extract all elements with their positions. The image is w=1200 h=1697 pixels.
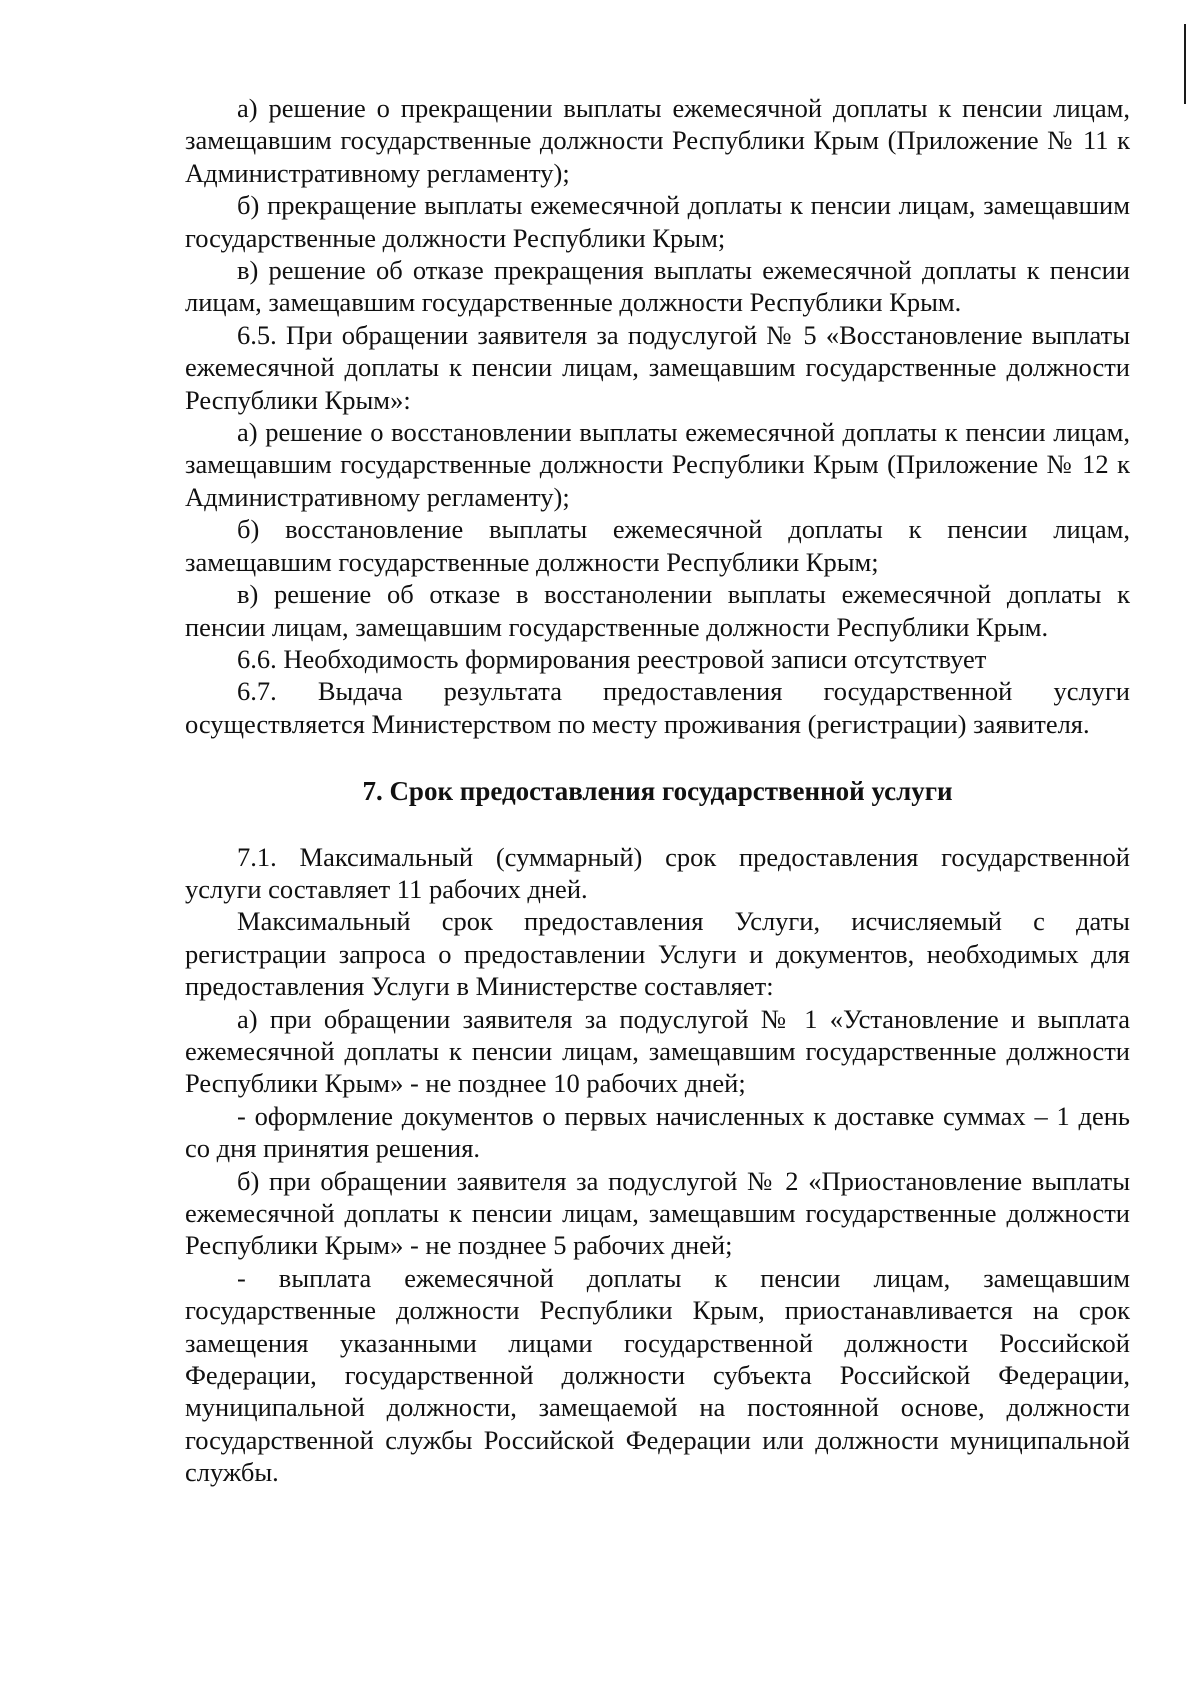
scan-edge-mark [1184, 24, 1186, 104]
document-body [185, 92, 1130, 1489]
paragraph-6-5-b: б) восстановление выплаты ежемесячной доплаты к пенсии лицам, замещавшим государственные должности Республики Крым; [185, 514, 1130, 577]
paragraph-7-a: а) при обращении заявителя за подуслугой № 1 «Установление и выплата ежемесячной доплаты к пенсии лицам, замещавшим государственные должности Республики Крым» - не позднее 10 рабочих дней; [185, 1003, 1130, 1099]
paragraph-6-6: 6.6. Необходимость формирования реестровой записи отсутствует [237, 643, 987, 674]
paragraph-max-term: Максимальный срок предоставления Услуги, исчисляемый с даты регистрации запроса о предоставлении Услуги и документов, необходимых для предоставления Услуги в Министерстве составляет: [185, 906, 1130, 1002]
paragraph-6-7: 6.7. Выдача результата предоставления государственной услуги осуществляется Министерством по месту проживания (регистрации) заявителя. [185, 676, 1130, 739]
paragraph-6-5: 6.5. При обращении заявителя за подуслугой № 5 «Восстановление выплаты ежемесячной доплаты к пенсии лицам, замещавшим государственные должности Республики Крым»: [185, 319, 1130, 415]
paragraph-6-5-a: а) решение о восстановлении выплаты ежемесячной доплаты к пенсии лицам, замещавшим государственные должности Республики Крым (Приложение № 12 к Административному регламенту); [185, 417, 1130, 512]
paragraph-6-4-v: в) решение об отказе прекращения выплаты ежемесячной доплаты к пенсии лицам, замещавшим государственные должности Республики Крым. [185, 255, 1130, 318]
paragraph-7-b: б) при обращении заявителя за подуслугой № 2 «Приостановление выплаты ежемесячной доплаты к пенсии лицам, замещавшим государственные должности Республики Крым» - не позднее 5 рабочих дней; [185, 1165, 1130, 1261]
paragraph-7-b-dash: - выплата ежемесячной доплаты к пенсии лицам, замещавшим государственные должности Республики Крым, приостанавливается на срок замещения указанными лицами государственной должности Российской Федерации, государственной должности субъекта Российской Федерации, муниципальной должности, замещаемой на постоянной основе, должности государственной службы Российской Федерации или должности муниципальной службы. [185, 1262, 1130, 1488]
paragraph-7-a-dash: - оформление документов о первых начисленных к доставке суммах – 1 день со дня принятия решения. [185, 1100, 1130, 1164]
paragraph-6-4-a: а) решение о прекращении выплаты ежемесячной доплаты к пенсии лицам, замещавшим государственные должности Республики Крым (Приложение № 11 к Административному регламенту); [185, 93, 1130, 188]
paragraph-6-4-b: б) прекращение выплаты ежемесячной доплаты к пенсии лицам, замещавшим государственные должности Республики Крым; [185, 190, 1130, 253]
section-heading: 7. Срок предоставления государственной услуги [362, 776, 953, 807]
paragraph-6-5-v: в) решение об отказе в восстанолении выплаты ежемесячной доплаты к пенсии лицам, замещавшим государственные должности Республики Крым. [185, 579, 1130, 642]
paragraph-7-1: 7.1. Максимальный (суммарный) срок предоставления государственной услуги составляет 11 рабочих дней. [185, 841, 1130, 904]
